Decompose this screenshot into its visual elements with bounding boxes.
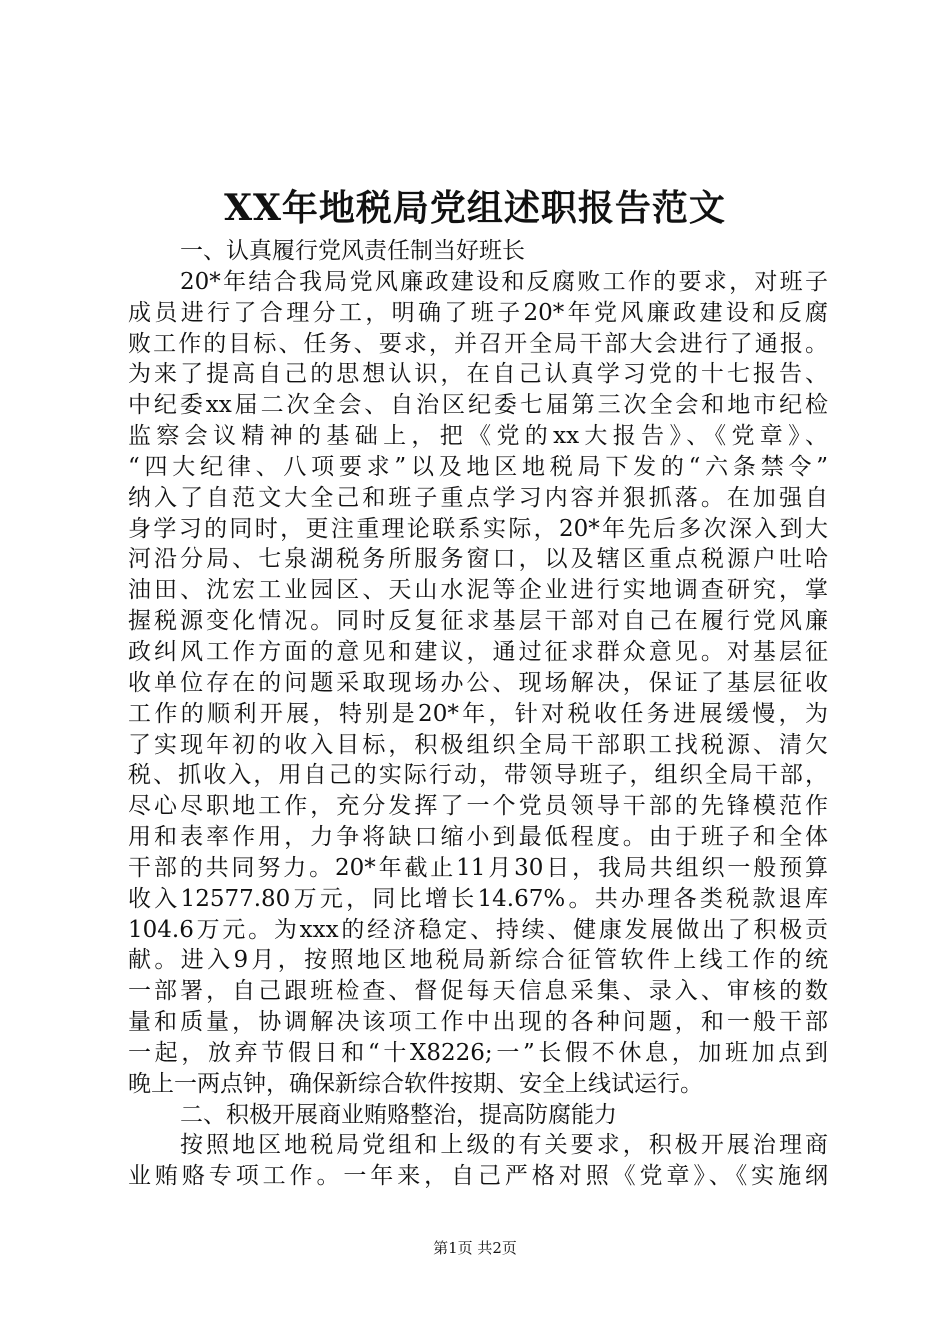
section-heading-2: 二、积极开展商业贿赂整治，提高防腐能力 <box>180 1101 617 1128</box>
paragraph-line: 成员进行了合理分工，明确了班子20*年党风廉政建设和反腐 <box>128 299 828 326</box>
paragraph-line: 河沿分局、七泉湖税务所服务窗口，以及辖区重点税源户吐哈 <box>128 546 828 573</box>
paragraph-line: 纳入了自范文大全己和班子重点学习内容并狠抓落。在加强自 <box>128 484 828 511</box>
document-title: XX年地税局党组述职报告范文 <box>224 187 726 229</box>
paragraph-line: 油田、沈宏工业园区、天山水泥等企业进行实地调查研究，掌 <box>128 577 828 604</box>
paragraph-line: 收入12577.80万元，同比增长14.67%。共办理各类税款退库 <box>128 885 828 912</box>
paragraph-line: 业贿赂专项工作。一年来，自己严格对照《党章》、《实施纲 <box>128 1163 828 1190</box>
paragraph-line: 尽心尽职地工作，充分发挥了一个党员领导干部的先锋模范作 <box>128 793 828 820</box>
page-number-footer: 第1页 共2页 <box>433 1239 517 1257</box>
paragraph-line: 按照地区地税局党组和上级的有关要求，积极开展治理商 <box>180 1132 828 1159</box>
paragraph-line: 献。进入9月，按照地区地税局新综合征管软件上线工作的统 <box>128 947 828 974</box>
paragraph-line: 104.6万元。为xxx的经济稳定、持续、健康发展做出了积极贡 <box>128 916 828 943</box>
paragraph-line: 晚上一两点钟，确保新综合软件按期、安全上线试运行。 <box>128 1070 703 1097</box>
section-heading-1: 一、认真履行党风责任制当好班长 <box>180 238 525 264</box>
paragraph-line: 一部署，自己跟班检查、督促每天信息采集、录入、审核的数 <box>128 978 828 1005</box>
paragraph-line: 税、抓收入，用自己的实际行动，带领导班子，组织全局干部， <box>128 762 828 789</box>
paragraph-line: 工作的顺利开展，特别是20*年，针对税收任务进展缓慢，为 <box>128 700 828 727</box>
paragraph-line: 了实现年初的收入目标，积极组织全局干部职工找税源、清欠 <box>128 731 828 758</box>
paragraph-line: 用和表率作用，力争将缺口缩小到最低程度。由于班子和全体 <box>128 824 828 851</box>
paragraph-line: “四大纪律、八项要求”以及地区地税局下发的“六条禁令” <box>128 453 828 480</box>
paragraph-line: 身学习的同时，更注重理论联系实际，20*年先后多次深入到大 <box>128 515 828 542</box>
paragraph-line: 20*年结合我局党风廉政建设和反腐败工作的要求，对班子 <box>180 268 828 295</box>
paragraph-line: 量和质量，协调解决该项工作中出现的各种问题，和一般干部 <box>128 1009 828 1036</box>
paragraph-line: 收单位存在的问题采取现场办公、现场解决，保证了基层征收 <box>128 669 828 696</box>
paragraph-line: 中纪委xx届二次全会、自治区纪委七届第三次全会和地市纪检 <box>128 392 828 419</box>
paragraph-line: 干部的共同努力。20*年截止11月30日，我局共组织一般预算 <box>128 854 828 881</box>
paragraph-line: 败工作的目标、任务、要求，并召开全局干部大会进行了通报。 <box>128 330 828 357</box>
document-body <box>128 236 828 1192</box>
paragraph-line: 握税源变化情况。同时反复征求基层干部对自己在履行党风廉 <box>128 608 828 635</box>
paragraph-line: 为来了提高自己的思想认识，在自己认真学习党的十七报告、 <box>128 361 828 388</box>
paragraph-line: 政纠风工作方面的意见和建议，通过征求群众意见。对基层征 <box>128 638 828 665</box>
paragraph-line: 监察会议精神的基础上，把《党的xx大报告》、《党章》、 <box>128 423 828 450</box>
paragraph-line: 一起，放弃节假日和“十X8226;一”长假不休息，加班加点到 <box>128 1039 828 1066</box>
